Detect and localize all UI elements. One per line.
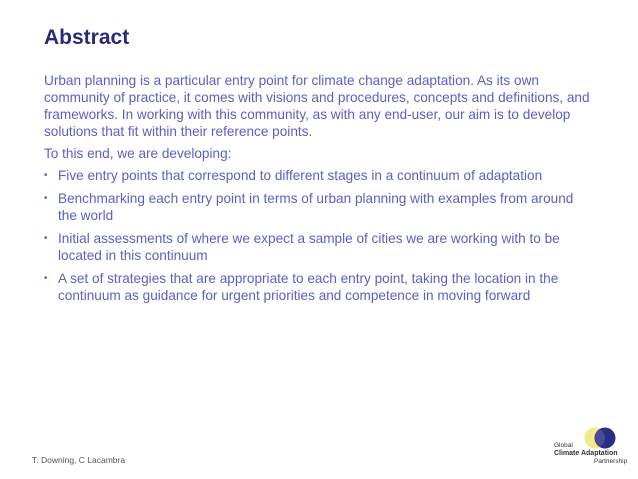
bullet-item (44, 230, 594, 264)
logo-text (554, 442, 627, 466)
bullet-list (44, 167, 594, 304)
slide-body (44, 72, 594, 310)
bullet-text: Initial assessments of where we expect a sample of cities we are working with to be located in this continuum (58, 231, 560, 263)
bullet-marker-icon: • (44, 233, 48, 244)
bullet-item (44, 167, 594, 184)
logo-line-3: Partnership (594, 458, 628, 465)
bullet-item (44, 190, 594, 224)
intro-paragraph: Urban planning is a particular entry point for climate change adaptation. As its own community of practice, it comes with visions and procedures, concepts and definitions, and frameworks. In working with this community, as with any end-user, our aim is to develop solutions that fit within their reference points. (44, 73, 590, 139)
bullet-marker-icon: • (44, 193, 48, 204)
bullet-text: Benchmarking each entry point in terms of urban planning with examples from around the world (58, 191, 574, 223)
gcap-logo (550, 424, 628, 472)
bullet-marker-icon: • (44, 273, 48, 284)
lead-in-paragraph: To this end, we are developing: (44, 146, 232, 161)
bullet-item (44, 270, 594, 304)
slide-title: Abstract (44, 26, 130, 49)
bullet-marker-icon: • (44, 170, 48, 181)
bullet-text: Five entry points that correspond to different stages in a continuum of adaptation (58, 168, 543, 183)
bullet-text: A set of strategies that are appropriate to each entry point, taking the location in the continuum as guidance for urgent priorities and competence in moving forward (58, 271, 559, 303)
logo-line-2: Climate Adaptation (554, 450, 618, 457)
footer-authors: T. Downing, C Lacambra (32, 455, 126, 465)
logo-line-1: Global (554, 442, 573, 449)
